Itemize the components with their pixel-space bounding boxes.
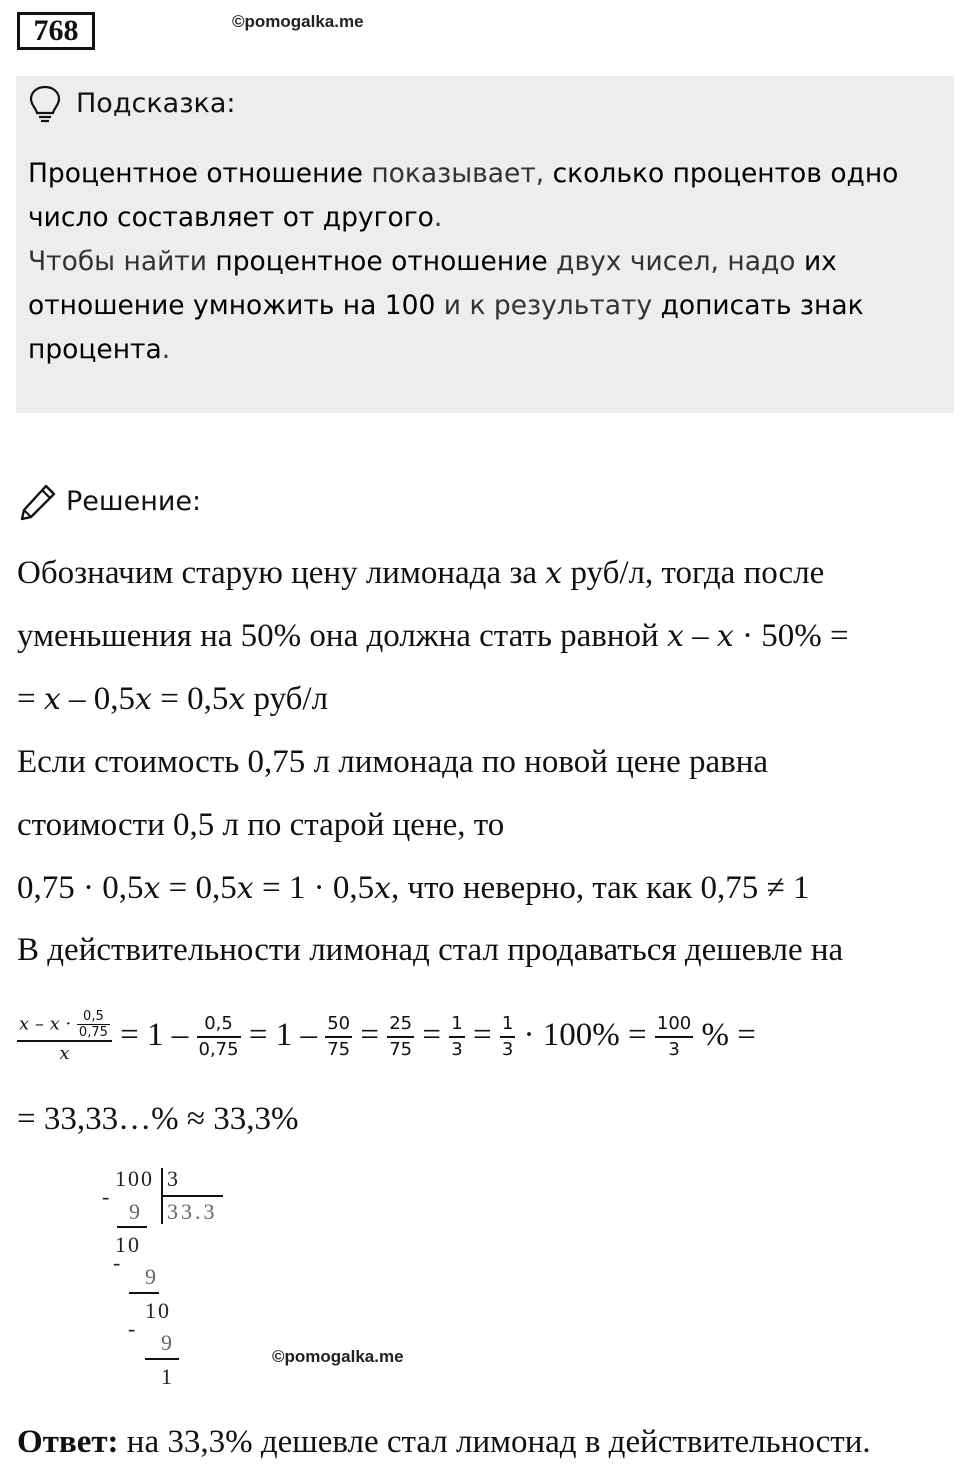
solution-line-1: Обозначим старую цену лимонада за x руб/л, тогда после	[17, 555, 825, 591]
solution-line-4: Если стоимость 0,75 л лимонада по новой цене равна	[17, 744, 769, 780]
division-step: 9	[145, 1264, 156, 1289]
fraction-main: x – x · $\frac{0,5}{0,75}$ x	[17, 1009, 112, 1066]
solution-line-7: В действительности лимонад стал продаваться дешевле на	[17, 932, 844, 968]
task-number: 768	[17, 12, 95, 50]
answer	[17, 1422, 871, 1462]
division-step: 10	[115, 1232, 141, 1257]
fraction-7: $\frac{100}{3}$	[656, 1013, 692, 1061]
hint-text: Процентное отношение показывает, сколько процентов одно число составляет от другого. Чтобы найти процентное отношение двух чисел, надо их отношение умножить на 100 и к результату дописать знак процента.	[28, 158, 899, 365]
fraction-6: $\frac{1}{3}$	[501, 1013, 514, 1061]
division-quotient: 33.3	[167, 1199, 218, 1224]
division-remainder: 1	[161, 1364, 172, 1389]
answer-label: Ответ:	[17, 1424, 119, 1460]
solution-line-9: = 33,33…% ≈ 33,3%	[17, 1101, 299, 1137]
hint-title: Подсказка:	[76, 88, 236, 119]
solution-line-2: уменьшения на 50% она должна стать равной x – x · 50% =	[17, 618, 849, 654]
fraction-3: $\frac{50}{75}$	[327, 1013, 351, 1061]
solution-line-6: 0,75 · 0,5x = 0,5x = 1 · 0,5x, что неверно, так как 0,75 ≠ 1	[17, 870, 810, 906]
division-dividend: 100	[115, 1166, 154, 1191]
fraction-5: $\frac{1}{3}$	[451, 1013, 463, 1061]
fraction-2: $\frac{0,5}{0,75}$	[198, 1013, 239, 1061]
minus-sign: -	[113, 1250, 121, 1275]
pencil-icon	[18, 482, 58, 522]
division-divisor: 3	[167, 1166, 178, 1191]
solution-line-3: = x – 0,5x = 0,5x руб/л	[17, 681, 329, 717]
division-step: 9	[161, 1330, 172, 1355]
minus-sign: -	[102, 1184, 110, 1209]
watermark: ©pomogalka.me	[272, 1347, 404, 1366]
division-step: 9	[129, 1199, 140, 1224]
solution-title: Решение:	[66, 486, 202, 517]
answer-text: на 33,3% дешевле стал лимонад в действительности.	[118, 1424, 871, 1460]
watermark: ©pomogalka.me	[232, 12, 364, 31]
division-step: 10	[145, 1298, 171, 1323]
solution-line-5: стоимости 0,5 л по старой цене, то	[17, 807, 505, 843]
minus-sign: -	[128, 1316, 136, 1341]
long-division	[95, 1166, 235, 1396]
fraction-equation: x – x · $\frac{0,5}{0,75}$ x = 1 – $\frac{0,5}{0,75}$ = 1 – $\frac{50}{75}$ = $\frac{25}{75}$ = $\frac{1}{3}$ = $\frac{1}{3}$ · 100% = $\frac{100}{3}$ % =	[19, 1008, 756, 1064]
fraction-4: $\frac{25}{75}$	[389, 1013, 413, 1061]
lightbulb-icon	[28, 84, 62, 124]
